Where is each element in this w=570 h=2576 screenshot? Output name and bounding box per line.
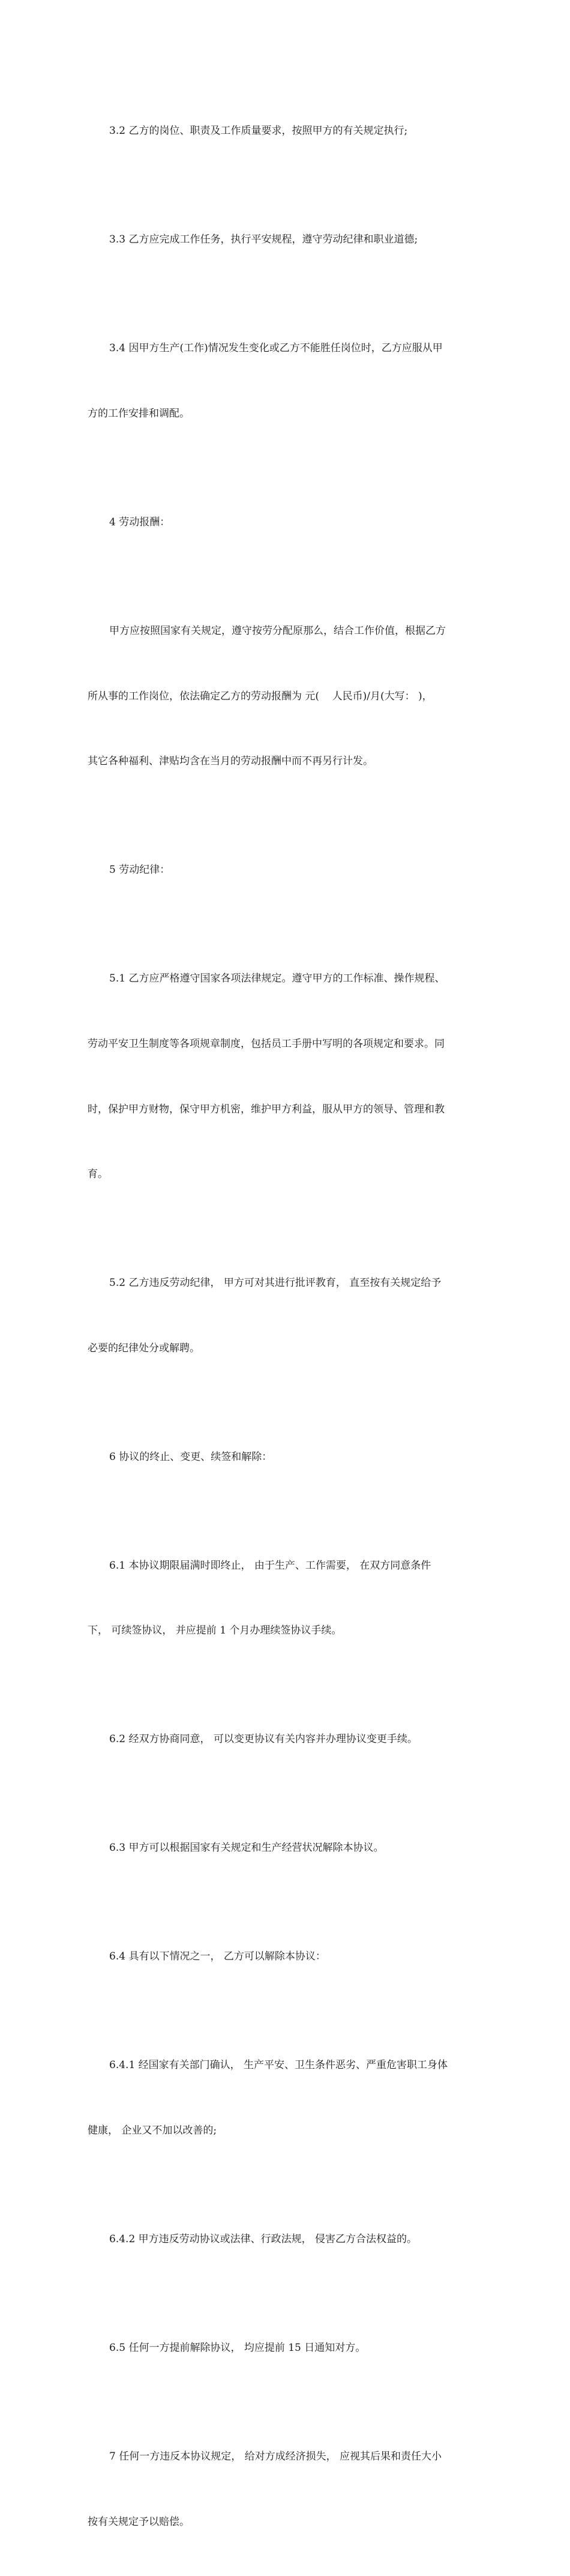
text-line: 其它各种福利、津贴均含在当月的劳动报酬中而不再另行计发。 bbox=[88, 755, 373, 768]
text-line: 劳动平安卫生制度等各项规章制度，包括员工手册中写明的各项规定和要求。同 bbox=[88, 1037, 445, 1050]
paragraph-6-3 bbox=[88, 1794, 487, 1902]
paragraph-6-1 bbox=[88, 1511, 487, 1685]
text-line: 3.2 乙方的岗位、职责及工作质量要求，按照甲方的有关规定执行; bbox=[109, 125, 408, 137]
text-line: 6.2 经双方协商同意， 可以变更协议有关内容并办理协议变更手续。 bbox=[109, 1733, 418, 1746]
text-line: 甲方应按照国家有关规定，遵守按劳分配原那么，结合工作价值，根据乙方 bbox=[109, 625, 446, 638]
paragraph-7-breach bbox=[88, 2403, 487, 2576]
text-line: 方的工作安排和调配。 bbox=[88, 408, 190, 420]
paragraph-6-4-2 bbox=[88, 2185, 487, 2294]
text-line: 下， 可续签协议， 并应提前 1 个月办理续签协议手续。 bbox=[88, 1624, 342, 1637]
heading-5-discipline bbox=[88, 816, 487, 925]
text-line: 6.4.2 甲方违反劳动协议或法律、行政法规， 侵害乙方合法权益的。 bbox=[109, 2233, 418, 2246]
text-line: 6.4.1 经国家有关部门确认， 生产平安、卫生条件恶劣、严重危害职工身体 bbox=[109, 2059, 448, 2072]
text-line: 6.3 甲方可以根据国家有关规定和生产经营状况解除本协议。 bbox=[109, 1842, 384, 1854]
text-line: 3.3 乙方应完成工作任务，执行平安规程，遵守劳动纪律和职业道德; bbox=[109, 234, 418, 246]
text-line: 所从事的工作岗位，依法确定乙方的劳动报酬为 元( 人民币)/月(大写： )， bbox=[88, 690, 433, 702]
text-line: 时，保护甲方财物，保守甲方机密，维护甲方利益，服从甲方的领导、管理和教 bbox=[88, 1103, 445, 1115]
text-line: 按有关规定予以赔偿。 bbox=[88, 2515, 190, 2528]
text-line: 3.4 因甲方生产(工作)情况发生变化或乙方不能胜任岗位时，乙方应服从甲 bbox=[109, 342, 443, 355]
paragraph-5-2 bbox=[88, 1229, 487, 1403]
paragraph-3-3 bbox=[88, 186, 487, 294]
text-line: 6.5 任何一方提前解除协议， 均应提前 15 日通知对方。 bbox=[109, 2342, 366, 2354]
text-line: 4 劳动报酬： bbox=[109, 516, 170, 529]
paragraph-6-4 bbox=[88, 1902, 487, 2011]
text-line: 育。 bbox=[88, 1168, 108, 1181]
paragraph-6-2 bbox=[88, 1685, 487, 1794]
text-line: 6.1 本协议期限届满时即终止， 由于生产、工作需要， 在双方同意条件 bbox=[109, 1559, 431, 1572]
heading-4-remuneration bbox=[88, 468, 487, 577]
text-line: 5.2 乙方违反劳动纪律， 甲方可对其进行批评教育， 直至按有关规定给予 bbox=[109, 1277, 442, 1290]
paragraph-6-4-1 bbox=[88, 2011, 487, 2185]
paragraph-remuneration bbox=[88, 577, 487, 816]
paragraph-6-5 bbox=[88, 2294, 487, 2403]
document-body bbox=[88, 77, 487, 2576]
text-line: 7 任何一方违反本协议规定， 给对方成经济损失， 应视其后果和责任大小 bbox=[109, 2451, 442, 2463]
heading-6-termination bbox=[88, 1402, 487, 1511]
text-line: 必要的纪律处分或解聘。 bbox=[88, 1342, 200, 1354]
text-line: 5 劳动纪律： bbox=[109, 864, 170, 876]
text-line: 6 协议的终止、变更、续签和解除： bbox=[109, 1450, 272, 1463]
text-line: 6.4 具有以下情况之一， 乙方可以解除本协议： bbox=[109, 1950, 326, 1963]
text-line: 健康， 企业又不加以改善的; bbox=[88, 2125, 217, 2137]
paragraph-5-1 bbox=[88, 925, 487, 1229]
paragraph-3-4 bbox=[88, 294, 487, 468]
text-line: 5.1 乙方应严格遵守国家各项法律规定。遵守甲方的工作标准、操作规程、 bbox=[109, 973, 445, 985]
paragraph-3-2 bbox=[88, 77, 487, 186]
